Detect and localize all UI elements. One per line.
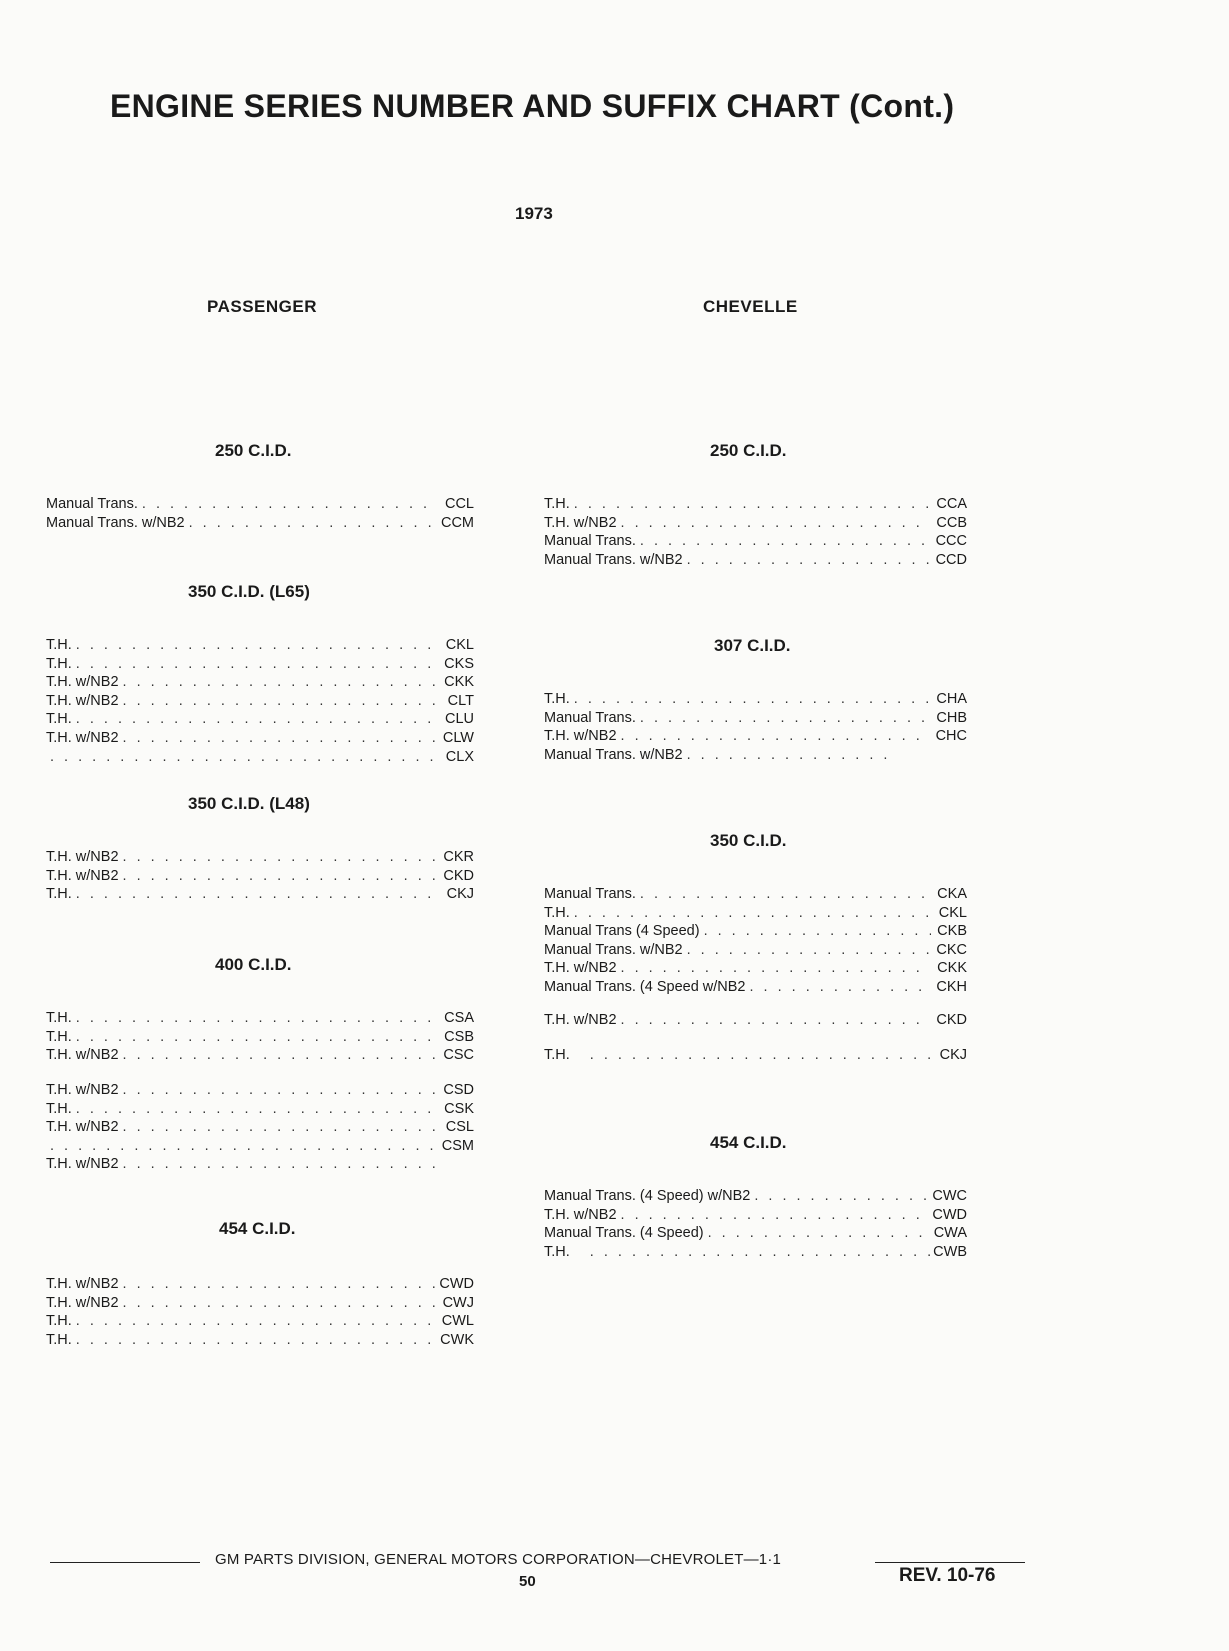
entry-label: T.H. w/NB2	[46, 729, 119, 746]
entry-row	[46, 655, 474, 674]
entry-code: CSA	[444, 1010, 474, 1026]
leader-dots	[119, 1275, 438, 1294]
leader-dots	[617, 727, 931, 746]
entry-code: CKD	[443, 867, 474, 884]
entry-code: CLT	[447, 692, 474, 709]
entry-code: CSL	[445, 1119, 474, 1136]
entry-code: CKA	[937, 886, 967, 902]
page-number: 50	[519, 1573, 536, 1590]
entry-row	[544, 709, 967, 728]
entry-code: CWB	[933, 1243, 967, 1260]
entry-label: T.H. w/NB2	[544, 514, 617, 531]
leader-dots	[119, 867, 438, 886]
entry-label: Manual Trans.	[46, 496, 138, 512]
entry-row	[46, 1028, 474, 1047]
entry-code: CKJ	[939, 1047, 967, 1063]
leader-dots	[119, 673, 438, 692]
entry-code: CKL	[938, 904, 967, 921]
entry-label: T.H. w/NB2	[46, 1294, 119, 1311]
entry-row	[544, 1046, 967, 1065]
entry-list	[544, 1011, 967, 1030]
leader-dots	[617, 959, 931, 978]
entry-row	[46, 1294, 474, 1313]
leader-dots	[570, 1046, 931, 1065]
entry-row	[544, 885, 967, 904]
leader-dots	[683, 941, 931, 960]
entry-list	[544, 1187, 967, 1261]
entry-row	[544, 941, 967, 960]
leader-dots	[72, 1331, 438, 1350]
section-heading: 350 C.I.D. (L48)	[188, 794, 310, 813]
entry-label: Manual Trans. (4 Speed) w/NB2	[544, 1188, 751, 1204]
section-heading: 350 C.I.D.	[710, 831, 787, 850]
entry-row	[544, 495, 967, 514]
entry-row	[544, 1206, 967, 1225]
entry-list	[544, 1046, 967, 1065]
entry-label: T.H. w/NB2	[46, 849, 119, 865]
entry-code: CKH	[936, 978, 967, 995]
leader-dots	[119, 729, 438, 748]
entry-row	[46, 710, 474, 729]
entry-row	[46, 1046, 474, 1065]
leader-dots	[617, 1011, 931, 1030]
entry-label: Manual Trans (4 Speed)	[544, 923, 700, 940]
entry-code: CKJ	[446, 886, 474, 903]
passenger-heading: PASSENGER	[207, 297, 317, 316]
entry-code: CWK	[440, 1331, 474, 1348]
leader-dots	[750, 1187, 931, 1206]
leader-dots	[700, 922, 931, 941]
entry-label: T.H. w/NB2	[46, 692, 119, 709]
entry-code: CLU	[444, 711, 474, 728]
entry-label: T.H.	[544, 904, 570, 921]
entry-row	[544, 746, 929, 765]
entry-row	[46, 1137, 474, 1156]
entry-list	[46, 636, 474, 766]
entry-code: CWJ	[442, 1294, 474, 1311]
entry-code: CKK	[444, 674, 474, 691]
entry-label: T.H.	[544, 496, 570, 512]
entry-label: Manual Trans.	[544, 533, 636, 550]
entry-code: CKD	[936, 1012, 967, 1028]
leader-dots	[683, 746, 893, 765]
entry-row	[46, 1312, 474, 1331]
entry-code: CSK	[444, 1100, 474, 1117]
section-heading: 250 C.I.D.	[215, 441, 292, 460]
section-heading: 350 C.I.D. (L65)	[188, 582, 310, 601]
entry-code: CCD	[935, 551, 967, 568]
section-heading: 400 C.I.D.	[215, 955, 292, 974]
leader-dots	[119, 1294, 438, 1313]
section-heading: 250 C.I.D.	[710, 441, 787, 460]
leader-dots	[746, 978, 932, 997]
leader-dots	[72, 710, 438, 729]
entry-row	[544, 551, 967, 570]
entry-label: Manual Trans. (4 Speed w/NB2	[544, 978, 746, 995]
entry-list	[46, 848, 474, 904]
leader-dots	[119, 848, 438, 867]
leader-dots	[119, 1118, 438, 1137]
entry-code: CKC	[936, 941, 967, 958]
entry-code: CKR	[443, 849, 474, 865]
year-label: 1973	[515, 204, 553, 223]
entry-list	[46, 495, 474, 532]
section-heading: 454 C.I.D.	[710, 1133, 787, 1152]
entry-label: T.H. w/NB2	[46, 1156, 119, 1173]
leader-dots	[138, 495, 438, 514]
entry-label: T.H.	[46, 1313, 72, 1330]
section-heading: 454 C.I.D.	[219, 1219, 296, 1238]
entry-label: T.H.	[46, 1010, 72, 1026]
entry-row	[46, 514, 474, 533]
entry-label: T.H.	[544, 691, 570, 707]
entry-row	[544, 904, 967, 923]
leader-dots	[683, 551, 931, 570]
leader-dots	[570, 690, 931, 709]
entry-code: CSD	[443, 1082, 474, 1098]
entry-label: T.H. w/NB2	[46, 674, 119, 691]
entry-row	[46, 1331, 474, 1350]
entry-label: T.H.	[46, 1028, 72, 1045]
entry-label: T.H. w/NB2	[544, 728, 617, 745]
entry-list	[46, 1275, 474, 1349]
leader-dots	[570, 495, 931, 514]
entry-code: CWD	[439, 1276, 474, 1292]
leader-dots	[46, 748, 438, 767]
entry-row	[46, 1118, 474, 1137]
footer-rule-left	[50, 1562, 200, 1563]
footer-rule-right	[875, 1562, 1025, 1563]
entry-row	[46, 748, 474, 767]
entry-code: CCL	[444, 496, 474, 512]
entry-row	[544, 959, 967, 978]
entry-list	[544, 885, 967, 997]
entry-label: Manual Trans. (4 Speed)	[544, 1225, 704, 1242]
entry-label: T.H.	[544, 1243, 570, 1260]
entry-label: T.H.	[46, 637, 72, 653]
entry-label: T.H.	[46, 711, 72, 728]
entry-row	[46, 636, 474, 655]
leader-dots	[636, 885, 931, 904]
entry-row	[544, 532, 967, 551]
entry-row	[46, 673, 474, 692]
entry-code: CSC	[443, 1047, 474, 1064]
entry-code: CCA	[936, 496, 967, 512]
entry-code: CLW	[442, 729, 474, 746]
entry-code: CCB	[936, 514, 967, 531]
entry-label: T.H.	[46, 655, 72, 672]
entry-row	[46, 867, 474, 886]
leader-dots	[119, 1155, 438, 1174]
entry-code: CWC	[932, 1188, 967, 1204]
entry-code: CHC	[935, 728, 967, 745]
entry-row	[46, 1100, 474, 1119]
entry-row	[46, 885, 474, 904]
entry-label: T.H. w/NB2	[544, 960, 617, 977]
entry-code: CWD	[932, 1206, 967, 1223]
entry-row	[46, 1009, 474, 1028]
leader-dots	[617, 1206, 931, 1225]
entry-label: T.H.	[544, 1047, 570, 1063]
entry-code: CCM	[440, 514, 474, 531]
entry-code: CKK	[937, 960, 967, 977]
entry-label: Manual Trans. w/NB2	[46, 514, 185, 531]
entry-label: T.H.	[46, 886, 72, 903]
leader-dots	[636, 709, 931, 728]
entry-code: CCC	[935, 533, 967, 550]
entry-row	[544, 922, 967, 941]
entry-code: CHB	[936, 709, 967, 726]
entry-label: T.H. w/NB2	[544, 1012, 617, 1028]
entry-row	[544, 1011, 967, 1030]
revision-label: REV. 10-76	[899, 1565, 996, 1586]
entry-label: T.H. w/NB2	[46, 1276, 119, 1292]
entry-code: CHA	[936, 691, 967, 707]
leader-dots	[72, 1100, 438, 1119]
leader-dots	[185, 514, 438, 533]
entry-list	[544, 690, 967, 764]
leader-dots	[72, 636, 438, 655]
entry-row	[46, 1155, 474, 1174]
leader-dots	[72, 655, 438, 674]
leader-dots	[72, 885, 438, 904]
entry-row	[544, 1224, 967, 1243]
leader-dots	[72, 1312, 438, 1331]
leader-dots	[72, 1028, 438, 1047]
entry-list	[46, 1081, 474, 1174]
entry-code: CKB	[937, 923, 967, 940]
entry-code: CWL	[441, 1313, 474, 1330]
entry-label: T.H. w/NB2	[544, 1206, 617, 1223]
entry-label: Manual Trans. w/NB2	[544, 941, 683, 958]
entry-code: CSB	[444, 1028, 474, 1045]
entry-code: CKS	[444, 655, 474, 672]
leader-dots	[617, 514, 931, 533]
entry-label: T.H. w/NB2	[46, 1082, 119, 1098]
footer-text: GM PARTS DIVISION, GENERAL MOTORS CORPORATION—CHEVROLET—1·1	[215, 1551, 782, 1568]
leader-dots	[119, 1046, 438, 1065]
entry-list	[544, 495, 967, 569]
entry-row	[544, 1243, 967, 1262]
entry-code: CKL	[445, 637, 474, 653]
entry-code: CWA	[933, 1225, 967, 1242]
entry-label: T.H. w/NB2	[46, 1119, 119, 1136]
entry-label: T.H.	[46, 1100, 72, 1117]
entry-label: T.H. w/NB2	[46, 867, 119, 884]
leader-dots	[46, 1137, 438, 1156]
entry-row	[46, 848, 474, 867]
entry-list	[46, 1009, 474, 1065]
page-title: ENGINE SERIES NUMBER AND SUFFIX CHART (Cont.)	[110, 88, 955, 124]
entry-label: Manual Trans. w/NB2	[544, 746, 683, 763]
leader-dots	[119, 1081, 438, 1100]
leader-dots	[704, 1224, 931, 1243]
entry-code: CLX	[445, 748, 474, 765]
entry-label: T.H. w/NB2	[46, 1047, 119, 1064]
entry-label: Manual Trans.	[544, 886, 636, 902]
entry-label: Manual Trans.	[544, 709, 636, 726]
entry-label: Manual Trans. w/NB2	[544, 551, 683, 568]
leader-dots	[636, 532, 931, 551]
entry-row	[46, 495, 474, 514]
entry-row	[544, 727, 967, 746]
leader-dots	[570, 904, 931, 923]
leader-dots	[119, 692, 438, 711]
entry-row	[544, 978, 967, 997]
entry-row	[544, 690, 967, 709]
entry-row	[46, 692, 474, 711]
entry-row	[46, 729, 474, 748]
entry-row	[46, 1275, 474, 1294]
entry-code: CSM	[441, 1137, 474, 1154]
entry-row	[544, 1187, 967, 1206]
entry-row	[544, 514, 967, 533]
section-heading: 307 C.I.D.	[714, 636, 791, 655]
entry-row	[46, 1081, 474, 1100]
entry-label: T.H.	[46, 1331, 72, 1348]
chevelle-heading: CHEVELLE	[703, 297, 798, 316]
leader-dots	[72, 1009, 438, 1028]
leader-dots	[570, 1243, 931, 1262]
